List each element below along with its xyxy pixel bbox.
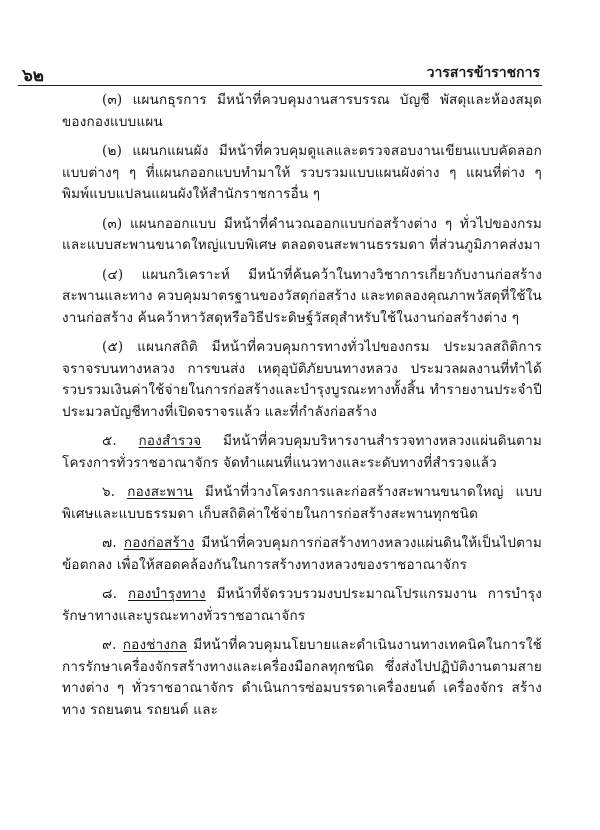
- paragraph-text: แผนกวิเคราะห์ มีหน้าที่ค้นคว้าในทางวิชาการเกี่ยวกับงานก่อสร้างสะพานและทาง ควบคุมมาตรฐานของวัสดุก่อสร้าง และทดลองคุณภาพวัสดุที่ใช้ในงานก่อสร้าง ค้นคว้าหาวัสดุหรือวิธีประดิษฐ์วัสดุสำหรับใช้ในงานก่อสร้างต่าง ๆ: [62, 266, 542, 326]
- paragraph-division-bridge: [62, 482, 542, 525]
- paragraph-number: ๙.: [102, 637, 117, 653]
- division-title: กองสำรวจ: [138, 433, 202, 449]
- paragraph-text: มีหน้าที่ควบคุมบริหารงานสำรวจทางหลวงแผ่นดินตามโครงการทั่วราชอาณาจักร จัดทำแผนที่แนวทางและระดับทางที่สำรวจแล้ว: [62, 433, 542, 471]
- paragraph-number: (๒): [102, 143, 123, 159]
- paragraph-number: ๕.: [102, 433, 117, 449]
- paragraph-section-5: [62, 337, 542, 423]
- document-body: [62, 90, 542, 729]
- paragraph-text: มีหน้าที่ควบคุมนโยบายและดำเนินงานทางเทคนิคในการใช้ การรักษาเครื่องจักรสร้างทางและเครื่องมือกลทุกชนิด ซึ่งส่งไปปฏิบัติงานตามสายทางต่าง ๆ ทั่วราชอาณาจักร ดำเนินการซ่อมบรรดาเครื่องยนต์ เครื่องจักร สร้างทาง รถยนตน รถยนต์ และ: [62, 637, 542, 718]
- paragraph-text: แผนกแผนผัง มีหน้าที่ควบคุมดูแลและตรวจสอบงานเขียนแบบคัดลอกแบบต่างๆ ๆ ที่แผนกออกแบบทำมาให้ รวบรวมแบบแผนผังต่าง ๆ แผนที่ต่าง ๆ พิมพ์แบบแปลนแผนผังให้สำนักราชการอื่น ๆ: [62, 143, 542, 202]
- paragraph-text: มีหน้าที่จัดรวบรวมงบประมาณโปรแกรมงาน การบำรุงรักษาทางและบูรณะทางทั่วราชอาณาจักร: [62, 586, 543, 624]
- division-title: กองสะพาน: [127, 484, 193, 500]
- paragraph-number: (๔): [102, 266, 124, 283]
- paragraph-number: ๘.: [102, 586, 118, 602]
- paragraph-text: มีหน้าที่ควบคุมการก่อสร้างทางหลวงแผ่นดินให้เป็นไปตามข้อตกลง เพื่อให้สอดคล้องกันในการสร้างทางหลวงของราชอาณาจักร: [62, 535, 542, 573]
- division-title: กองช่างกล: [122, 637, 188, 653]
- paragraph-number: ๖.: [102, 484, 116, 500]
- paragraph-text: แผนกออกแบบ มีหน้าที่คำนวณออกแบบก่อสร้างต่าง ๆ ทั่วไปของกรม และแบบสะพานขนาดใหญ่แบบพิเศษ ตลอดจนสะพานธรรมดา ที่ส่วนภูมิภาคส่งมา: [62, 215, 542, 253]
- page-number: ๖๒: [22, 66, 44, 86]
- paragraph-number: (๕): [102, 339, 124, 355]
- paragraph-division-maintenance: [62, 584, 542, 627]
- paragraph-division-mechanical: [62, 635, 542, 721]
- paragraph-number: (๓): [102, 215, 123, 232]
- paragraph-number: (๓): [102, 92, 123, 108]
- running-header-title: วารสารข้าราชการ: [426, 65, 540, 81]
- paragraph-number: ๗.: [102, 535, 117, 551]
- paragraph-section-3: [62, 214, 542, 257]
- paragraph-section-4: [62, 265, 542, 330]
- paragraph-text: มีหน้าที่วางโครงการและก่อสร้างสะพานขนาดใหญ่ แบบพิเศษและแบบธรรมดา เก็บสถิติค่าใช้จ่ายในการก่อสร้างสะพานทุกชนิด: [62, 484, 542, 522]
- paragraph-text: แผนกธุรการ มีหน้าที่ควบคุมงานสารบรรณ บัญชี พัสดุและห้องสมุดของกองแบบแผน: [62, 92, 542, 130]
- header-rule: [18, 85, 542, 86]
- paragraph-text: แผนกสถิติ มีหน้าที่ควบคุมการทางทั่วไปของกรม ประมวลสถิติการจราจรบนทางหลวง การขนส่ง เหตุอุบัติภัยบนทางหลวง ประมวลผลงานที่ทำได้ รวบรวมเงินค่าใช้จ่ายในการก่อสร้างและบำรุงบูรณะทางทั้งสิ้น ทำรายงานประจำปี ประมวลบัญชีทางที่เปิดจราจรแล้ว และที่กำลังก่อสร้าง: [62, 339, 542, 420]
- paragraph-division-construction: [62, 533, 542, 576]
- division-title: กองบำรุงทาง: [128, 586, 206, 602]
- paragraph-section-1: [62, 90, 542, 133]
- paragraph-division-survey: [62, 431, 542, 474]
- paragraph-section-2: [62, 141, 542, 206]
- division-title: กองก่อสร้าง: [123, 535, 195, 551]
